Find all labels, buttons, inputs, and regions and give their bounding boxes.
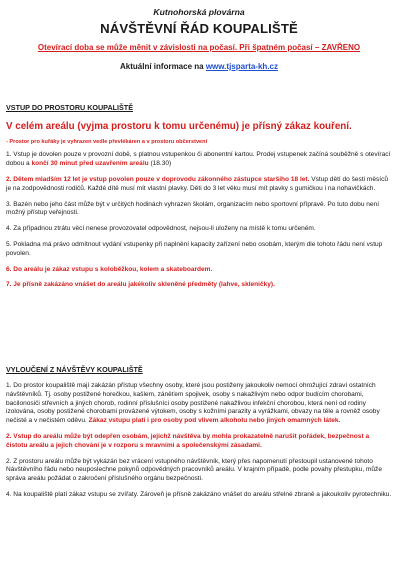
entry-rule-2-text: Vstup dětí do šesti měsíců je na zodpovědnosti rodičů. Každé dítě musí mít vlastní plavky. Děti do 3 let věku musí mít plavky s gumičkou i na nohavičkách.	[6, 176, 389, 192]
entry-rule-7: 7. Je přísně zakázáno vnášet do areálu jakékoliv skleněné předměty (lahve, skleničky).	[6, 281, 275, 289]
section-exclusion-heading: VYLOUČENÍ Z NÁVŠTĚVY KOUPALIŠTĚ	[6, 365, 143, 374]
entry-rule-2-highlight: 2. Dětem mladším 12 let je vstup povolen pouze v doprovodu zákonného zástupce staršího 18 let.	[6, 176, 310, 183]
exclusion-rule-1	[6, 382, 392, 426]
entry-rule-5: 5. Pokladna má právo odmítnout vydání vstupenky při naplnění kapacity zařízení nebo osobám, kterým dle tohoto řádu není vstup povolen.	[6, 240, 383, 257]
section-entry-heading: VSTUP DO PROSTORU KOUPALIŠTĚ	[6, 103, 133, 112]
notice-closed: ZAVŘENO	[321, 43, 361, 52]
section-exclusion	[6, 365, 392, 500]
exclusion-rule-4: 4. Na koupaliště platí zákaz vstupu se zvířaty. Zároveň je přísně zakázáno vnášet do areálu střelné zbraně a jakoukoliv pyrotechniku.	[6, 490, 392, 498]
info-label: Aktuální informace na	[120, 62, 206, 71]
entry-rule-1	[6, 151, 392, 169]
exclusion-rule-1-highlight: Zákaz vstupu platí i pro osoby pod vlivem alkoholu nebo jiných omamných látek.	[88, 417, 341, 425]
exclusion-rule-1-text: 1. Do prostor koupaliště mají zakázán přístup všechny osoby, které jsou postiženy jakoukoliv nemocí ohrožující zdraví ostatních návštěvníků. Tj. osoby postižené horečkou, kašlem, záněťem spojivek, osoby s nakažlivým nebo odpor budícím chorobami, bacilonosiči střevních a jiných chorob, rodinní příslušníci osoby postižené nakažlivou infekční chorobou, která není od rodiny izolována, osoby postižené chorobami provázené výtokem, osoby s kožními parazity a vyrážkami, obvazy na těle a rovněž osoby nečisté a v nečistém oděvu.	[6, 382, 380, 425]
entry-rule-1-highlight: končí 30 minut před uzavřením areálu	[31, 160, 149, 168]
notice-text: Otevírací doba se může měnit v závislosti na počasí. Při špatném počasí –	[37, 43, 322, 52]
opening-hours-notice	[6, 42, 392, 53]
entry-rule-2	[6, 176, 392, 194]
entry-rule-4: 4. Za případnou ztrátu věcí nenese provozovatel odpovědnost, nejsou-li uloženy na místě k tomu určeném.	[6, 225, 316, 233]
page-title: NÁVŠTĚVNÍ ŘÁD KOUPALIŠTĚ	[100, 21, 298, 36]
entry-rule-3: 3. Bazén nebo jeho část může být v určitých hodinách vyhrazen školám, organizacím nebo sportovní přípravě. Po tuto dobu není možný přístup veřejnosti.	[6, 200, 380, 217]
organization-name: Kutnohorská plovárna	[153, 7, 245, 17]
entry-rule-1-time: (18.30)	[148, 160, 172, 168]
website-link[interactable]: www.tjsparta-kh.cz	[205, 62, 278, 71]
entry-rule-1-text: 1. Vstup je dovolen pouze v provozní době, s platnou vstupenkou či abonentní kartou. Prodej vstupenek začíná souběžně s otevírací dobou a	[6, 151, 391, 168]
exclusion-rule-3: 2. Z prostoru areálu může být vykázán bez vrácení vstupného návštěvník, který přes napomenutí přestoupil ustanovené tohoto Návštěvního řádu nebo neuposlechne pokynů odpovědných pracovníků areálu. V krajním případě, podle povahy přestupku, může správa areálu požádat o zakročení příslušného orgánu bezpečnosti.	[6, 457, 382, 483]
smoking-note: - Prostor pro kuřáky je vyhrazen vedle převlékáren a v prostoru občerstvení	[6, 139, 208, 146]
section-entry	[6, 103, 392, 290]
exclusion-rule-2: 2. Vstup do areálu může být odepřen osobám, jejichž návštěva by mohla prokazatelně narušit pořádek, bezpečnost a čistotu areálu a jejich chování je v rozporu s mravními a společenskými zásadami.	[6, 432, 370, 449]
info-line	[6, 61, 392, 72]
entry-rule-6: 6. Do areálu je zákaz vstupu s koloběžkou, kolem a skateboardem.	[6, 265, 213, 273]
smoking-ban: V celém areálu (vyjma prostoru k tomu určenému) je přísný zákaz kouření.	[6, 121, 352, 132]
